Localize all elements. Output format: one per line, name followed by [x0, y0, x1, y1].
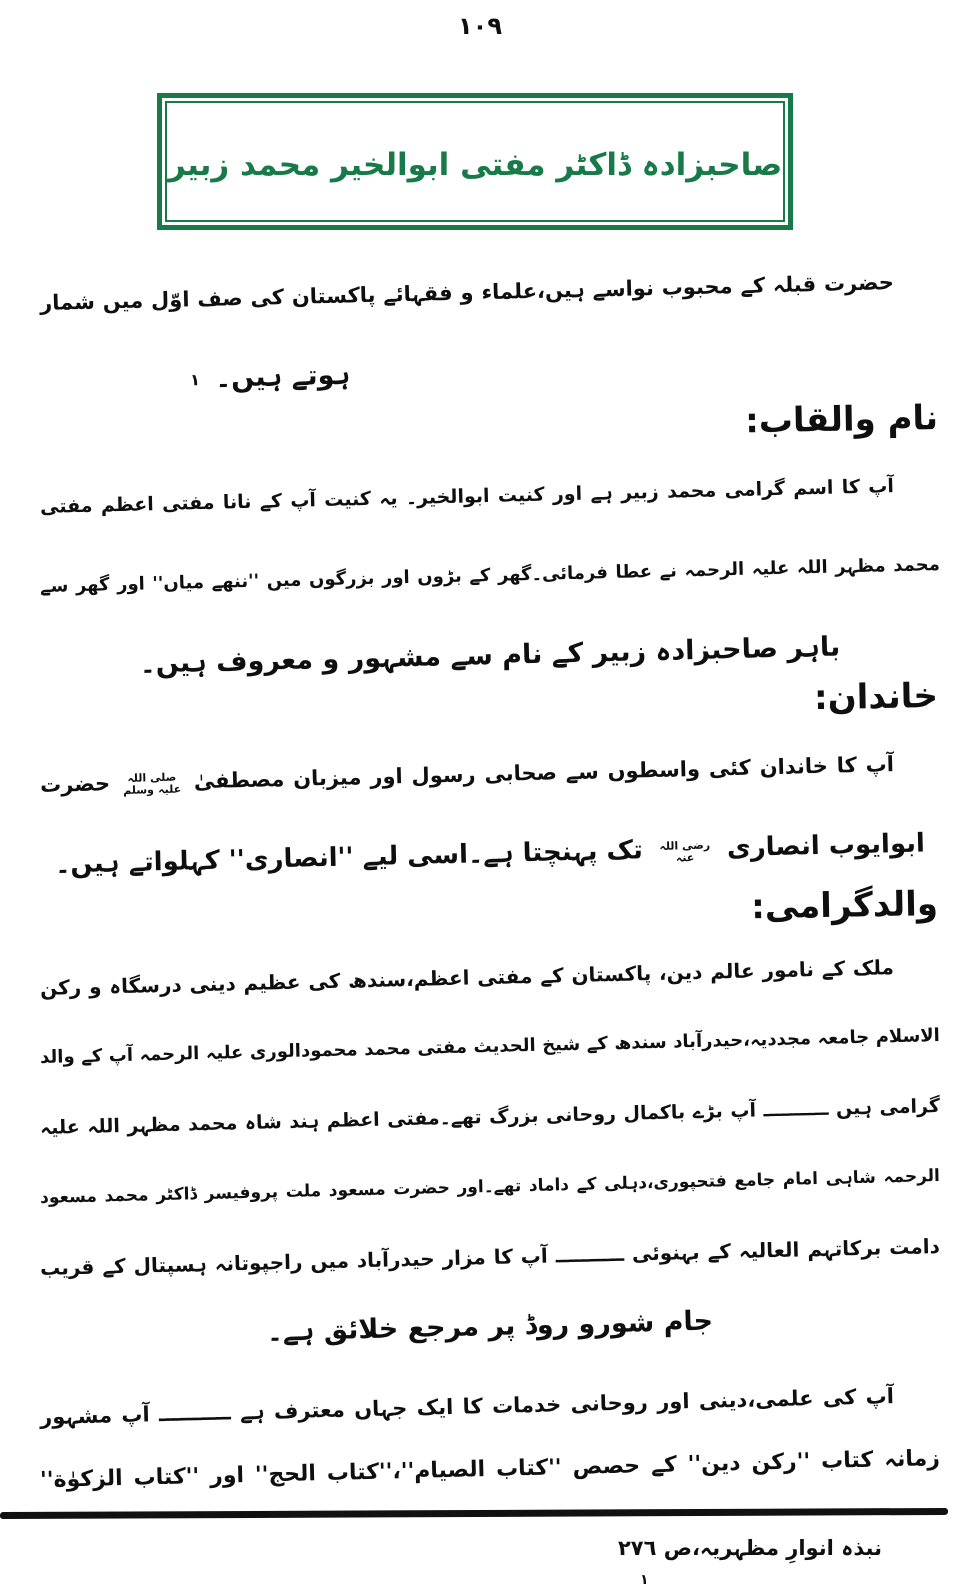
text-line-part: حضرت	[39, 771, 111, 797]
text-line: الاسلام جامعہ مجددیہ،حیدرآباد سندھ کے شیخ الحدیث مفتی محمد محمودالوری علیہ الرحمہ آپ کے والد	[39, 1025, 941, 1068]
footnote-reference-marker: ١	[189, 370, 201, 390]
text-line-part: آپ کا خاندان کئی واسطوں سے صحابی رسول اور میزبان مصطفیٰ	[193, 752, 895, 794]
chapter-title-box	[157, 93, 793, 230]
paragraph-family	[40, 734, 940, 894]
text-line: دامت برکاتہم العالیہ کے بہنوئی ــــــــــ آپ کا مزار حیدرآباد میں راجپوتانہ ہسپتال کے قریب	[39, 1234, 941, 1280]
text-line: زمانہ کتاب ''رکن دین'' کے حصص ''کتاب الصیام''،''کتاب الحج'' اور ''کتاب الزکوٰة''	[39, 1446, 941, 1493]
text-line-part: ابوایوب انصاری	[726, 828, 926, 864]
honorific-stamp-durood: صلی اللہ علیہ وسلم	[122, 770, 182, 797]
text-line: آپ کی علمی،دینی اور روحانی خدمات کا ایک جہاں معترف ہے ــــــــــ آپ مشہور	[39, 1384, 895, 1429]
chapter-title: صاحبزادہ ڈاکٹر مفتی ابوالخیر محمد زبیر	[167, 146, 783, 183]
text-line: جام شورو روڈ پر مرجع خلائق ہے۔	[266, 1305, 714, 1348]
text-line: آپ کا اسم گرامی محمد زبیر ہے اور کنیت ابوالخیر۔ یہ کنیت آپ کے نانا مفتی اعظم مفتی	[39, 475, 895, 518]
page-number: ١٠٩	[458, 12, 502, 40]
text-line: ملک کے نامور عالم دین، پاکستان کے مفتی اعظم،سندھ کی عظیم دینی درسگاہ و رکن	[39, 955, 895, 1000]
text-line: محمد مظہر اللہ علیہ الرحمہ نے عطا فرمائی۔گھر کے بڑوں اور بزرگوں میں ''ننھے میاں'' اور گھر سے	[39, 554, 941, 597]
text-line: حضرت قبلہ کے محبوب نواسے ہیں،علماء و فقہائے پاکستان کی صف اوّل میں شمار	[39, 270, 895, 315]
honorific-stamp-radiallahu: رضی اللہ عنہ	[659, 838, 711, 865]
footnote-number-mark: ١	[640, 1572, 649, 1588]
text-line: الرحمہ شاہی امام جامع فتحپوری،دہلی کے داماد تھے۔اور حضرت مسعود ملت پروفیسر ڈاکٹر محمد مسعود	[39, 1166, 941, 1208]
paragraph-father	[40, 942, 940, 1362]
text-line: گرامی ہیں ــــــــــ آپ بڑے باکمال روحانی بزرگ تھے۔مفتی اعظم ہند شاہ محمد مظہر اللہ علیہ	[39, 1095, 941, 1139]
section-heading-family: خاندان:	[813, 676, 939, 719]
paragraph-names-titles	[40, 456, 940, 696]
footnote-citation: نبذہ انوارِ مظہریہ،ص ٢٧٦	[617, 1536, 882, 1560]
paragraph-works	[40, 1374, 940, 1502]
paragraph-intro	[40, 252, 940, 412]
section-heading-father: والدگرامی:	[750, 884, 939, 928]
text-line: باہر صاحبزادہ زبیر کے نام سے مشہور و معروف ہیں۔	[139, 631, 841, 680]
text-line-part: ہوتے ہیں۔	[214, 359, 351, 394]
text-line-part: تک پہنچتا ہے۔اسی لیے ''انصاری'' کہلواتے ہیں۔	[54, 835, 644, 880]
section-heading-names-titles: نام والقاب:	[744, 398, 939, 442]
chapter-title-inner-border	[165, 101, 785, 222]
